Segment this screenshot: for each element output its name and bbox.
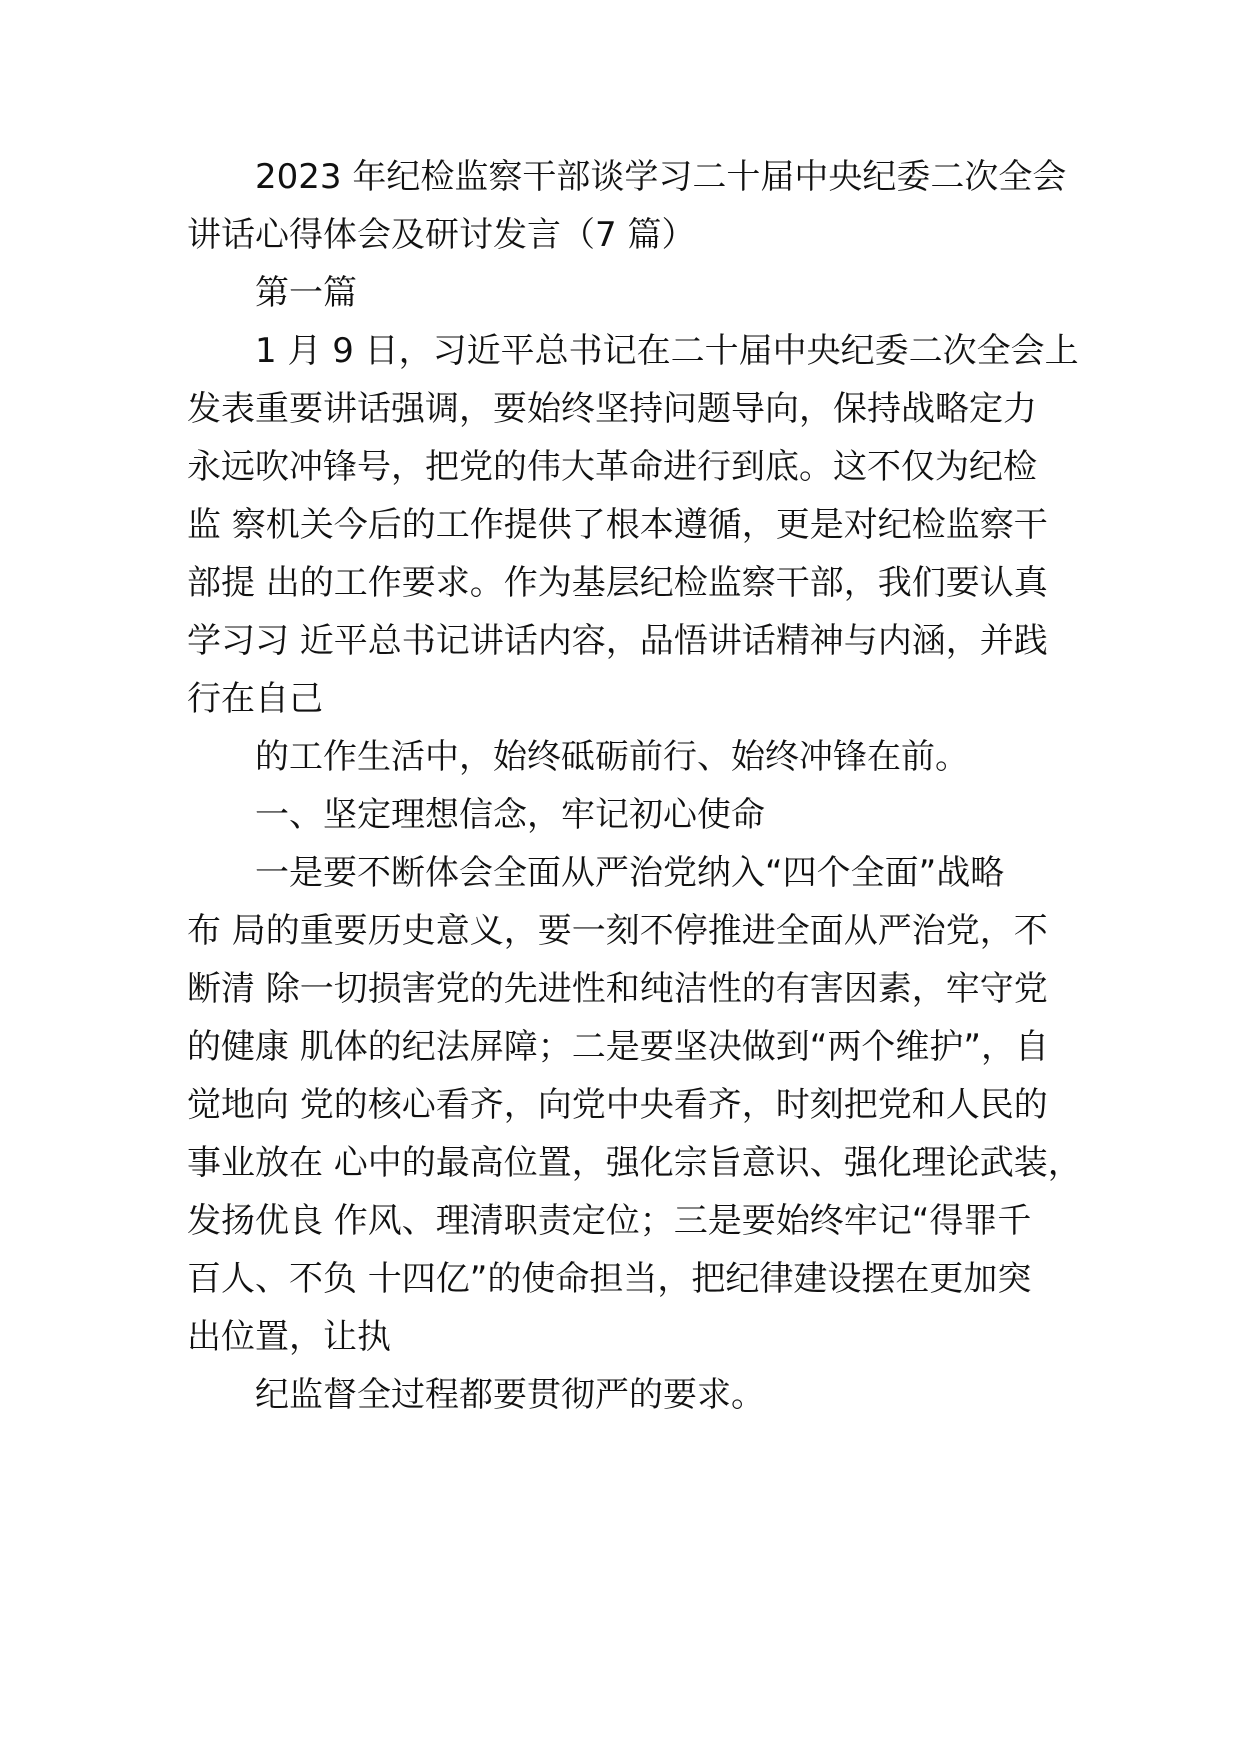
paragraph-1-line-4: 监 察机关今后的工作提供了根本遵循，更是对纪检监察干 bbox=[187, 505, 1048, 545]
paragraph-3-line-5: 觉地向 党的核心看齐，向党中央看齐，时刻把党和人民的 bbox=[187, 1085, 1048, 1125]
section-heading: 第一篇 bbox=[255, 273, 357, 313]
paragraph-3-line-6: 事业放在 心中的最高位置，强化宗旨意识、强化理论武装， bbox=[187, 1143, 1082, 1183]
paragraph-1-line-1: 1 月 9 日，习近平总书记在二十届中央纪委二次全会上 bbox=[255, 331, 1079, 371]
paragraph-3-line-2: 布 局的重要历史意义，要一刻不停推进全面从严治党，不 bbox=[187, 911, 1048, 951]
paragraph-1-line-7: 行在自己 bbox=[187, 679, 323, 719]
paragraph-3-line-3: 断清 除一切损害党的先进性和纯洁性的有害因素，牢守党 bbox=[187, 969, 1048, 1009]
subheading-1: 一、坚定理想信念，牢记初心使命 bbox=[255, 795, 765, 835]
paragraph-3-line-4: 的健康 肌体的纪法屏障；二是要坚决做到“两个维护”，自 bbox=[187, 1027, 1050, 1067]
paragraph-3-line-8: 百人、不负 十四亿”的使命担当，把纪律建设摆在更加突 bbox=[187, 1259, 1032, 1299]
document-title-line-1: 2023 年纪检监察干部谈学习二十届中央纪委二次全会 bbox=[255, 157, 1067, 197]
paragraph-1-line-6: 学习习 近平总书记讲话内容，品悟讲话精神与内涵，并践 bbox=[187, 621, 1048, 661]
paragraph-2: 的工作生活中，始终砥砺前行、始终冲锋在前。 bbox=[255, 737, 969, 777]
paragraph-1-line-2: 发表重要讲话强调，要始终坚持问题导向，保持战略定力 bbox=[187, 389, 1037, 429]
paragraph-3-line-1: 一是要不断体会全面从严治党纳入“四个全面”战略 bbox=[255, 853, 1005, 893]
paragraph-3-line-7: 发扬优良 作风、理清职责定位；三是要始终牢记“得罪千 bbox=[187, 1201, 1032, 1241]
paragraph-1-line-5: 部提 出的工作要求。作为基层纪检监察干部，我们要认真 bbox=[187, 563, 1048, 603]
paragraph-1-line-3: 永远吹冲锋号，把党的伟大革命进行到底。这不仅为纪检 bbox=[187, 447, 1037, 487]
paragraph-3-line-9: 出位置，让执 bbox=[187, 1317, 391, 1357]
paragraph-4: 纪监督全过程都要贯彻严的要求。 bbox=[255, 1375, 765, 1415]
document-title-line-2: 讲话心得体会及研讨发言（7 篇） bbox=[187, 215, 696, 255]
